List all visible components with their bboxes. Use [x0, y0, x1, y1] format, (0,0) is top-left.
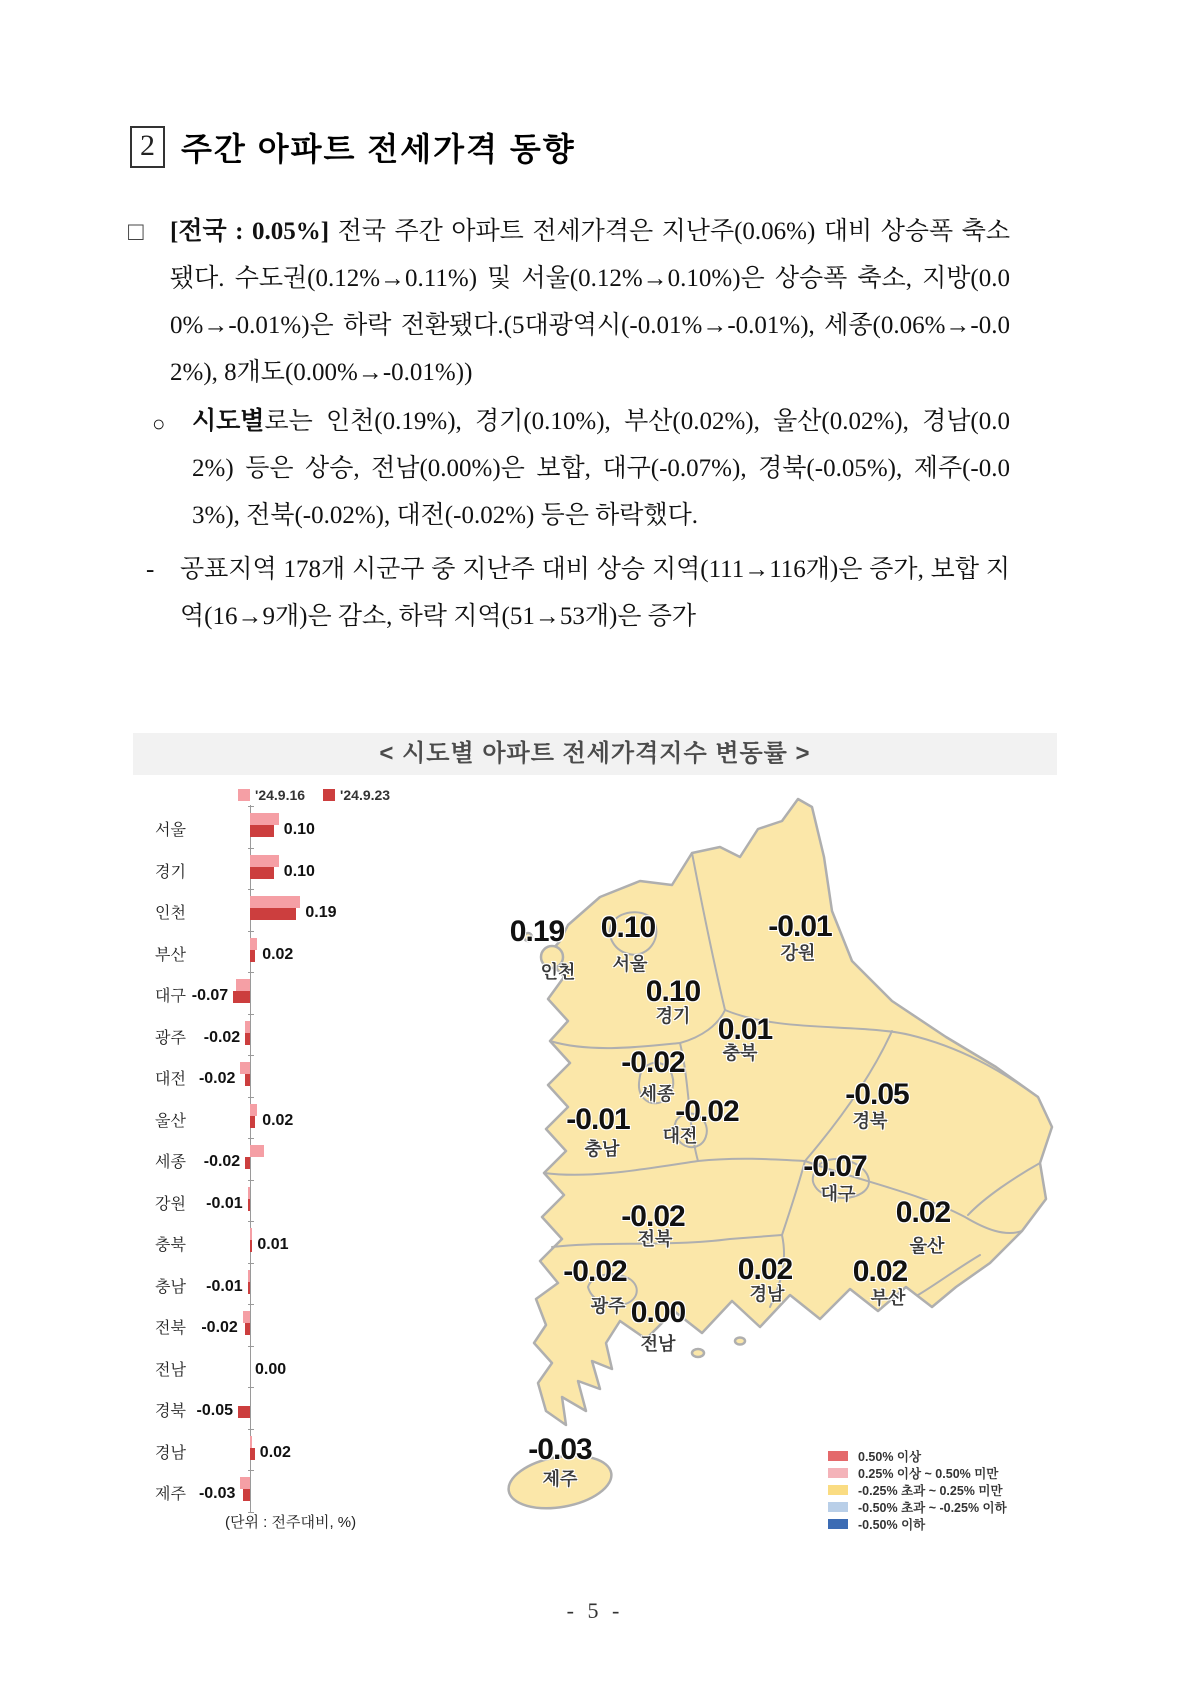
bar-curr-week	[245, 1323, 250, 1335]
paragraph-national-text: 전국 주간 아파트 전세가격은 지난주(0.06%) 대비 상승폭 축소됐다. 수도권(0.12%→0.11%) 및 서울(0.12%→0.10%)은 상승폭 축소, 지방(0.00%→-0.01%)은 하락 전환됐다.(5대광역시(-0.01%→-0.01%), 세종(0.06%→-0.02%), 8개도(0.00%→-0.01%))	[170, 218, 1011, 386]
bar-curr-week	[250, 950, 255, 962]
legend-swatch-curr-week	[323, 789, 335, 801]
map-legend-swatch	[828, 1502, 848, 1512]
map-value-경기: 0.10	[645, 975, 701, 1008]
map-legend-swatch	[828, 1485, 848, 1495]
bar-chart-axis-tick	[248, 889, 254, 890]
map-legend-swatch	[828, 1519, 848, 1529]
map-south-islet-2	[735, 1338, 745, 1345]
paragraph-regional	[152, 398, 1010, 539]
map-value-강원: -0.01	[768, 910, 832, 943]
bar-row-name: 경기	[155, 863, 186, 881]
bar-curr-week	[233, 991, 250, 1003]
bar-curr-week	[250, 908, 296, 920]
map-value-울산: 0.02	[895, 1196, 951, 1229]
bar-value-label: 0.10	[283, 821, 315, 838]
bar-value-label: -0.02	[198, 1070, 236, 1087]
bar-chart-axis-tick	[248, 1304, 254, 1305]
bar-row-name: 서울	[155, 822, 186, 839]
map-name-강원: 강원	[780, 943, 816, 963]
map-legend-label: 0.25% 이상 ~ 0.50% 미만	[858, 1467, 999, 1481]
bar-value-label: -0.07	[191, 987, 229, 1004]
bar-value-label: -0.05	[196, 1402, 233, 1419]
page-number: - 5 -	[566, 1598, 624, 1623]
map-value-충북: 0.01	[717, 1013, 773, 1046]
bar-row-name: 대전	[155, 1071, 186, 1088]
bar-row-name: 대구	[155, 988, 186, 1005]
bar-value-label: 0.10	[283, 862, 315, 880]
bar-value-label: -0.02	[201, 1319, 238, 1336]
map-legend-row	[828, 1481, 1003, 1499]
bar-prev-week	[240, 1477, 250, 1489]
bar-value-label: 0.02	[262, 1111, 294, 1129]
bar-prev-week	[250, 1104, 257, 1116]
bar-curr-week	[250, 1116, 255, 1128]
bar-prev-week	[250, 1228, 252, 1240]
bar-curr-week	[245, 1157, 250, 1169]
bar-curr-week	[248, 1282, 250, 1294]
map-value-제주: -0.03	[528, 1433, 592, 1466]
bar-chart-axis-tick	[248, 1387, 254, 1388]
bar-curr-week	[250, 867, 274, 879]
map-legend-row	[828, 1447, 921, 1465]
map-name-경북: 경북	[852, 1111, 888, 1131]
map-legend-label: -0.50% 이하	[858, 1518, 926, 1532]
bar-value-label: 0.00	[255, 1360, 287, 1378]
bar-row-name: 경남	[155, 1444, 186, 1462]
bar-chart-axis-tick	[248, 1470, 254, 1471]
map-name-충북: 충북	[722, 1043, 758, 1063]
map-name-제주: 제주	[542, 1469, 578, 1489]
bar-curr-week	[245, 1074, 250, 1086]
paragraph-national-lead: [전국 : 0.05%]	[170, 218, 330, 245]
bar-chart-axis-tick	[248, 1138, 254, 1139]
bar-value-label: -0.02	[203, 1153, 241, 1170]
legend-swatch-prev-week	[238, 789, 250, 801]
map-name-경남: 경남	[749, 1284, 785, 1304]
chart-title-bar: < 시도별 아파트 전세가격지수 변동률 >	[133, 733, 1057, 775]
bar-prev-week	[250, 896, 300, 908]
map-value-대전: -0.02	[675, 1095, 739, 1128]
map-value-전북: -0.02	[621, 1200, 685, 1233]
map-legend-swatch	[828, 1451, 848, 1461]
bar-prev-week	[236, 979, 250, 991]
bar-prev-week	[250, 855, 279, 867]
map-legend-swatch	[828, 1468, 848, 1478]
bar-prev-week	[243, 1311, 250, 1323]
map-value-광주: -0.02	[563, 1255, 627, 1288]
bar-curr-week	[250, 825, 274, 837]
korea-choropleth-map	[440, 785, 1060, 1560]
bar-row-name: 울산	[155, 1112, 186, 1130]
bar-chart-axis-tick	[248, 1055, 254, 1056]
bar-curr-week	[245, 1033, 250, 1045]
legend-label-curr-week: '24.9.23	[340, 787, 391, 803]
bar-chart	[130, 785, 430, 1560]
map-value-경북: -0.05	[845, 1078, 909, 1111]
bar-value-label: 0.02	[259, 1443, 291, 1461]
map-value-경남: 0.02	[737, 1253, 793, 1286]
bar-chart-axis-tick	[248, 806, 254, 807]
map-name-인천: 인천	[540, 962, 576, 982]
bar-chart-axis-tick	[248, 1097, 254, 1098]
map-value-전남: 0.00	[630, 1296, 686, 1329]
bar-chart-axis-tick	[248, 848, 254, 849]
bar-row-name: 경북	[155, 1403, 186, 1420]
bar-value-label: -0.03	[198, 1485, 236, 1502]
map-value-부산: 0.02	[852, 1255, 908, 1288]
legend-item-curr-week	[323, 787, 390, 803]
bar-prev-week	[240, 1062, 250, 1074]
bar-row-name: 세종	[155, 1154, 186, 1171]
bar-prev-week	[248, 1187, 250, 1199]
dash-bullet-icon: -	[146, 556, 155, 583]
map-name-대구: 대구	[820, 1184, 856, 1204]
bar-curr-week	[250, 1240, 252, 1252]
map-name-전북: 전북	[637, 1229, 673, 1249]
paragraph-counts	[146, 546, 1010, 640]
bar-row-name: 인천	[155, 905, 186, 922]
map-name-대전: 대전	[662, 1126, 698, 1146]
legend-label-prev-week: '24.9.16	[255, 787, 306, 803]
bar-curr-week	[243, 1489, 250, 1501]
bar-chart-axis-tick	[248, 1221, 254, 1222]
map-value-세종: -0.02	[621, 1046, 685, 1079]
bar-chart-axis-tick	[248, 931, 254, 932]
map-name-울산: 울산	[909, 1236, 945, 1256]
section-number-box: 2	[130, 126, 165, 168]
map-value-서울: 0.10	[600, 911, 656, 944]
bar-value-label: 0.02	[262, 945, 294, 963]
bar-prev-week	[250, 1145, 264, 1157]
square-bullet-icon: □	[128, 217, 144, 246]
bar-chart-axis-tick	[248, 1429, 254, 1430]
bar-chart-axis-tick	[248, 1180, 254, 1181]
map-legend-label: -0.50% 초과 ~ -0.25% 이하	[858, 1501, 1007, 1515]
map-legend-label: -0.25% 초과 ~ 0.25% 미만	[858, 1484, 1003, 1498]
bar-row-name: 전남	[155, 1361, 186, 1379]
map-name-세종: 세종	[639, 1084, 675, 1104]
map-legend-row	[828, 1515, 925, 1533]
bar-value-label: -0.01	[206, 1194, 243, 1212]
bar-row-name: 충남	[155, 1278, 186, 1296]
bar-chart-unit-note: (단위 : 전주대비, %)	[225, 1514, 357, 1531]
map-legend-row	[828, 1498, 1007, 1516]
bar-value-label: 0.19	[305, 904, 337, 921]
map-legend-label: 0.50% 이상	[858, 1450, 922, 1464]
bar-chart-legend	[238, 787, 390, 803]
map-name-전남: 전남	[640, 1334, 676, 1354]
bar-curr-week	[250, 1448, 255, 1460]
map-legend-row	[828, 1464, 998, 1482]
bar-value-label: 0.01	[257, 1236, 289, 1253]
map-south-islet-1	[692, 1349, 704, 1357]
map-value-대구: -0.07	[803, 1150, 867, 1183]
bar-prev-week	[245, 1021, 250, 1033]
map-value-인천: 0.19	[509, 915, 565, 948]
legend-item-prev-week	[238, 787, 305, 803]
map-name-경기: 경기	[655, 1006, 691, 1026]
bar-value-label: -0.02	[203, 1028, 241, 1046]
bar-prev-week	[248, 1270, 250, 1282]
bar-row-name: 강원	[155, 1195, 186, 1213]
bar-chart-axis-tick	[248, 1014, 254, 1015]
paragraph-counts-text: 공표지역 178개 시군구 중 지난주 대비 상승 지역(111→116개)은 증가, 보합 지역(16→9개)은 감소, 하락 지역(51→53개)은 증가	[180, 556, 1010, 630]
map-value-충남: -0.01	[566, 1103, 630, 1136]
bar-chart-axis-tick	[248, 972, 254, 973]
bar-chart-axis-tick	[248, 1263, 254, 1264]
section-title: 주간 아파트 전세가격 동향	[181, 131, 576, 167]
bar-value-label: -0.01	[206, 1277, 243, 1295]
bar-row-name: 충북	[155, 1237, 186, 1254]
bar-row-name: 광주	[155, 1029, 186, 1047]
bar-prev-week	[250, 938, 257, 950]
paragraph-regional-lead: 시도별	[192, 408, 265, 435]
bar-chart-axis-tick	[248, 1346, 254, 1347]
bar-prev-week	[250, 1436, 252, 1448]
map-name-부산: 부산	[870, 1288, 906, 1308]
map-name-서울: 서울	[612, 954, 648, 974]
map-name-광주: 광주	[590, 1296, 626, 1316]
bar-row-name: 전북	[155, 1320, 186, 1337]
paragraph-regional-text: 로는 인천(0.19%), 경기(0.10%), 부산(0.02%), 울산(0.02%), 경남(0.02%) 등은 상승, 전남(0.00%)은 보합, 대구(-0.07%), 경북(-0.05%), 제주(-0.03%), 전북(-0.02%), 대전(-0.02%) 등은 하락했다.	[192, 408, 1010, 529]
bar-row-name: 부산	[155, 946, 186, 964]
circle-bullet-icon: ○	[152, 411, 166, 436]
bar-curr-week	[248, 1199, 250, 1211]
section-heading	[130, 124, 576, 170]
map-name-충남: 충남	[584, 1139, 620, 1159]
bar-prev-week	[250, 813, 279, 825]
bar-curr-week	[238, 1406, 250, 1418]
paragraph-national	[128, 208, 1010, 396]
bar-row-name: 제주	[155, 1486, 186, 1503]
